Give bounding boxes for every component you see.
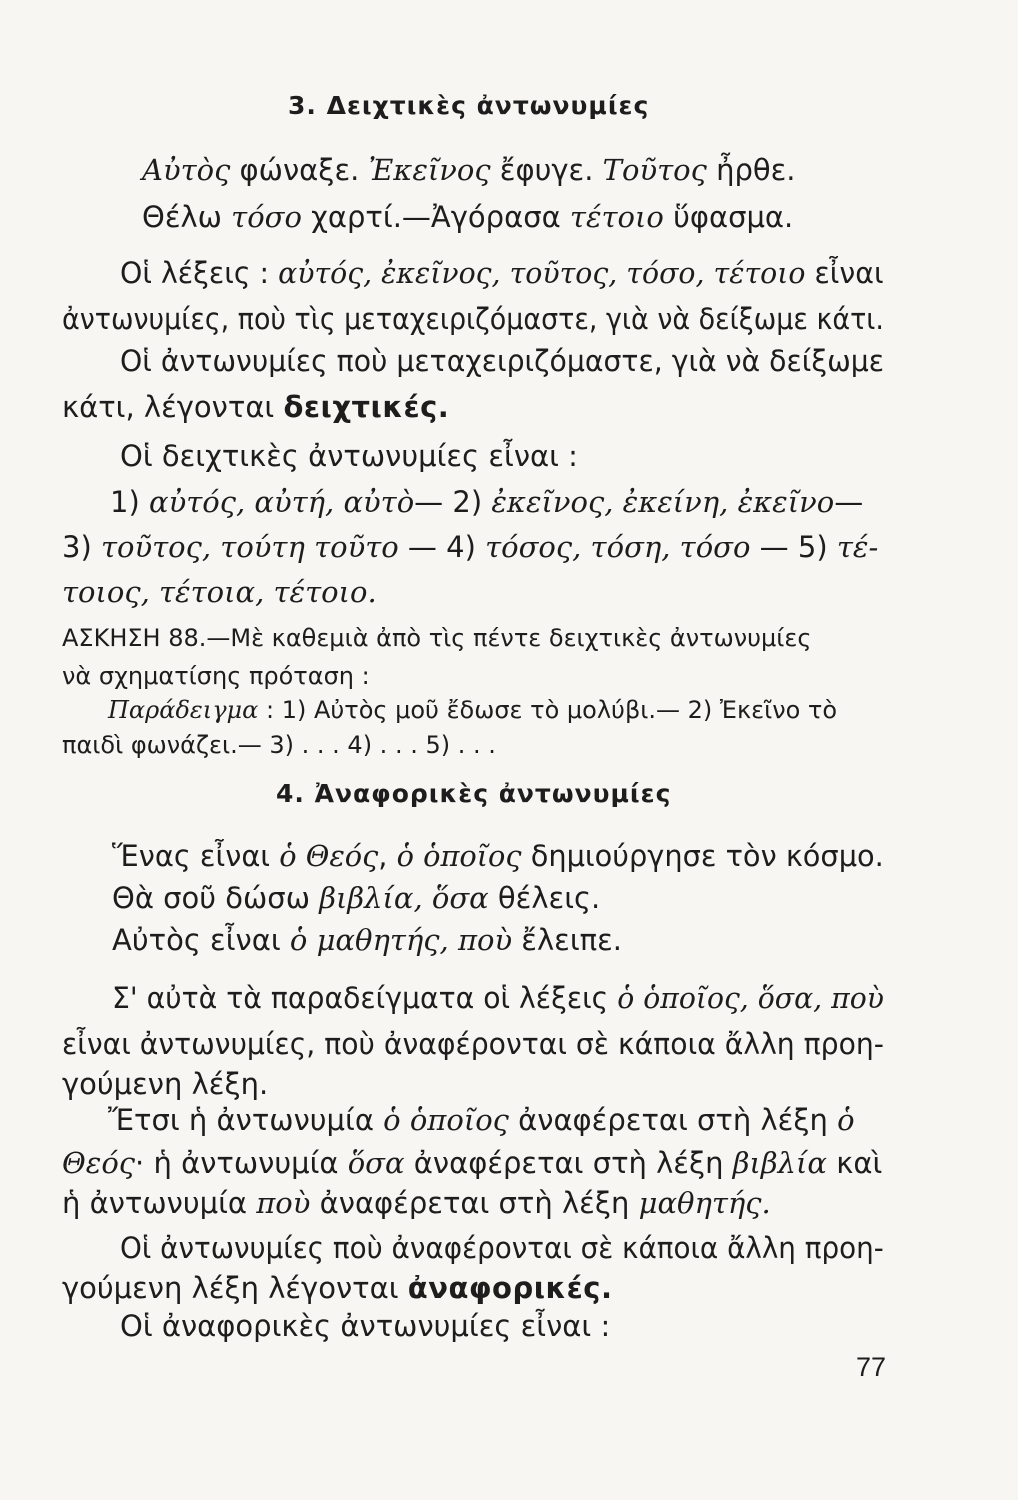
section-4-paragraph-1-end: γούμενη λέξη. [62,1067,269,1101]
section-3-list-line-1: 1) αὐτός, αὐτή, αὐτὸ— 2) ἐκεῖνος, ἐκείνη, ἐκεῖνο— [110,485,864,519]
section-4-paragraph-3: Οἱ ἀντωνυμίες ποὺ ἀναφέρονται σὲ κάποια ἄλλη προη- [120,1231,884,1265]
section-4-example-3: Αὐτὸς εἶναι ὁ μαθητής, ποὺ ἔλειπε. [112,923,622,957]
term-deiktikes: δειχτικές. [283,390,450,424]
section-3-paragraph-2: Οἱ ἀντωνυμίες ποὺ μεταχειριζόμαστε, γιὰ νὰ δείξωμε [120,344,885,378]
section-4-paragraph-3-cont: γούμενη λέξη λέγονται ἀναφορικές. [62,1271,613,1305]
exercise-88-line-3: Παράδειγμα : 1) Αὐτὸς μοῦ ἔδωσε τὸ μολύβι.— 2) Ἐκεῖνο τὸ [108,696,838,724]
section-3-example-1: Αὐτὸς φώναξε. Ἐκεῖνος ἔφυγε. Τοῦτος ἦρθε. [142,153,796,187]
exercise-88-line-1: ΑΣΚΗΣΗ 88.—Μὲ καθεμιὰ ἀπὸ τὶς πέντε δειχτικὲς ἀντωνυμίες [62,624,812,652]
section-4-heading: 4. Ἀναφορικὲς ἀντωνυμίες [276,779,672,808]
section-4-paragraph-1: Σ' αὐτὰ τὰ παραδείγματα οἱ λέξεις ὁ ὁποῖος, ὅσα, ποὺ [112,981,884,1015]
section-4-paragraph-2: Ἔτσι ἡ ἀντωνυμία ὁ ὁποῖος ἀναφέρεται στὴ λέξη ὁ [108,1103,855,1137]
section-3-paragraph-1-cont: ἀντωνυμίες, ποὺ τὶς μεταχειριζόμαστε, γιὰ νὰ δείξωμε κάτι. [62,302,884,336]
section-4-paragraph-2-cont: Θεός· ἡ ἀντωνυμία ὅσα ἀναφέρεται στὴ λέξη βιβλία καὶ [62,1146,883,1180]
exercise-88-line-4: παιδὶ φωνάζει.— 3) . . . 4) . . . 5) . . . [62,731,496,759]
section-3-paragraph-1: Οἱ λέξεις : αὐτός, ἐκεῖνος, τοῦτος, τόσο, τέτοιο εἶναι [120,256,884,290]
section-3-heading: 3. Δειχτικὲς ἀντωνυμίες [288,91,650,120]
section-4-paragraph-1-cont: εἶναι ἀντωνυμίες, ποὺ ἀναφέρονται σὲ κάποια ἄλλη προη- [62,1027,884,1061]
term-anaforikes: ἀναφορικές. [407,1271,613,1305]
section-3-list-line-3: τοιος, τέτοια, τέτοιο. [62,575,377,609]
section-3-list-line-2: 3) τοῦτος, τούτη τοῦτο — 4) τόσος, τόση, τόσο — 5) τέ- [62,530,879,564]
section-3-paragraph-2-cont: κάτι, λέγονται δειχτικές. [62,390,450,424]
section-4-example-1: Ἕνας εἶναι ὁ Θεός, ὁ ὁποῖος δημιούργησε τὸν κόσμο. [112,839,884,873]
page-number: 77 [856,1352,887,1382]
section-3-example-2: Θέλω τόσο χαρτί.—Ἀγόρασα τέτοιο ὕφασμα. [142,200,794,234]
section-4-paragraph-2-end: ἡ ἀντωνυμία ποὺ ἀναφέρεται στὴ λέξη μαθητής. [62,1186,771,1220]
section-3-paragraph-3: Οἱ δειχτικὲς ἀντωνυμίες εἶναι : [120,439,578,473]
exercise-88-line-2: νὰ σχηματίσης πρόταση : [62,662,370,690]
section-4-example-2: Θὰ σοῦ δώσω βιβλία, ὅσα θέλεις. [112,881,601,915]
section-4-paragraph-4: Οἱ ἀναφορικὲς ἀντωνυμίες εἶναι : [120,1309,611,1343]
